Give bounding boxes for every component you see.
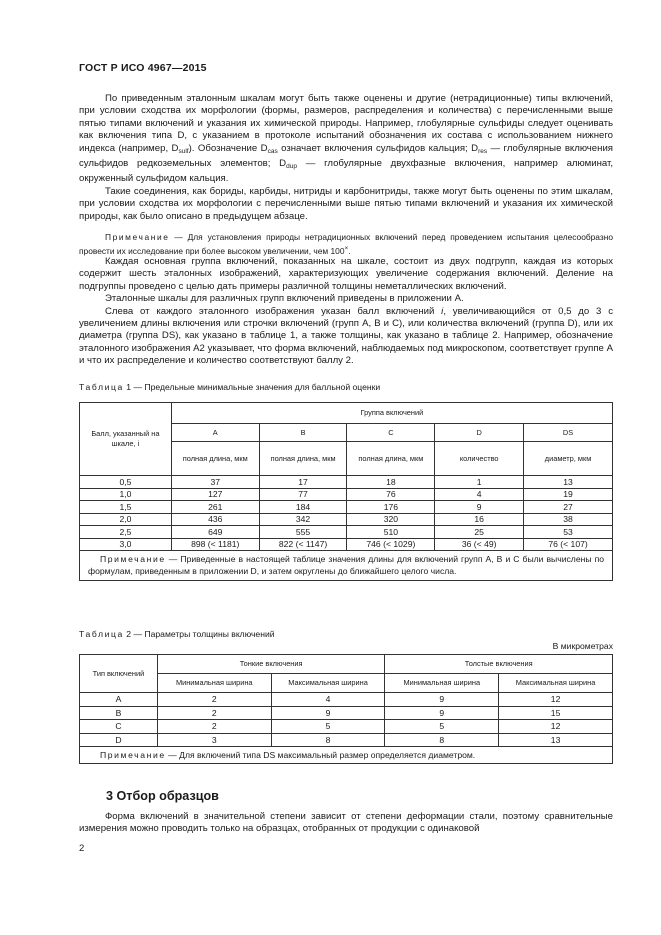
t2-thin-header: Тонкие включения — [157, 655, 385, 674]
table-cell: 16 — [435, 513, 524, 526]
table-row — [80, 488, 613, 501]
table-cell: D — [80, 733, 158, 747]
table-cell: 9 — [271, 706, 385, 720]
document-header: ГОСТ Р ИСО 4967—2015 — [79, 62, 207, 74]
t2-subhead-cell: Минимальная ширина — [157, 674, 271, 693]
table-cell: 13 — [524, 476, 613, 489]
t1-group-cell: B — [259, 424, 347, 442]
t2-subhead-cell: Минимальная ширина — [385, 674, 499, 693]
table-row — [80, 538, 613, 551]
table-score-limits — [79, 402, 613, 581]
table-cell: 53 — [524, 526, 613, 539]
intro-block — [79, 93, 613, 223]
page-number: 2 — [79, 843, 85, 854]
table-cell: 19 — [524, 488, 613, 501]
table-cell: 2,0 — [80, 513, 172, 526]
table2-caption: Таблица 2 — Параметры толщины включений — [79, 629, 275, 639]
table-row — [80, 693, 613, 707]
section-3-paragraph-1: Форма включений в значительной степени зависит от степени деформации стали, поэтому сравнительные измерения можно проводить только на образцах, отобранных от продукции с одинаковой — [79, 811, 613, 835]
table-cell: 2 — [157, 720, 271, 734]
table-cell: 1,5 — [80, 501, 172, 514]
table-cell: 15 — [499, 706, 613, 720]
section-3-title: 3 Отбор образцов — [106, 789, 219, 803]
t1-subhead-cell: полная длина, мкм — [171, 442, 259, 476]
t1-group-cell: C — [347, 424, 435, 442]
table-cell: 77 — [259, 488, 347, 501]
main-block — [79, 256, 613, 368]
table-row — [80, 720, 613, 734]
table-cell: 25 — [435, 526, 524, 539]
note-label: Примечание — [105, 232, 170, 242]
table-cell: 898 (< 1181) — [171, 538, 259, 551]
table-cell: 2 — [157, 706, 271, 720]
table-cell: 17 — [259, 476, 347, 489]
t2-subhead-cell: Максимальная ширина — [271, 674, 385, 693]
table-row — [80, 706, 613, 720]
t1-group-cell: A — [171, 424, 259, 442]
table-cell: 320 — [347, 513, 435, 526]
table-cell: 12 — [499, 693, 613, 707]
table-cell: 5 — [385, 720, 499, 734]
table-cell: 76 (< 107) — [524, 538, 613, 551]
table-cell: 176 — [347, 501, 435, 514]
table-cell: 13 — [499, 733, 613, 747]
table-cell: 8 — [271, 733, 385, 747]
table-cell: 436 — [171, 513, 259, 526]
table-row — [80, 476, 613, 489]
table-cell: C — [80, 720, 158, 734]
t2-rowhead: Тип включений — [80, 655, 158, 693]
t2-note: Примечание — Для включений типа DS максимальный размер определяется диаметром. — [80, 747, 613, 764]
table-cell: 18 — [347, 476, 435, 489]
table-cell: 8 — [385, 733, 499, 747]
table-cell: 9 — [385, 693, 499, 707]
table-row — [80, 501, 613, 514]
t1-group-cell: D — [435, 424, 524, 442]
table-cell: 649 — [171, 526, 259, 539]
table-cell: 37 — [171, 476, 259, 489]
table-cell: 9 — [435, 501, 524, 514]
t1-subhead-cell: полная длина, мкм — [259, 442, 347, 476]
t2-subhead-cell: Максимальная ширина — [499, 674, 613, 693]
t1-subhead-cell: полная длина, мкм — [347, 442, 435, 476]
table-cell: 510 — [347, 526, 435, 539]
table2-units: В микрометрах — [552, 641, 613, 651]
t1-subhead-cell: количество — [435, 442, 524, 476]
table-cell: 261 — [171, 501, 259, 514]
main-paragraph-3: Каждая основная группа включений, показанных на шкале, состоит из двух подгрупп, каждая из которых содержит шесть эталонных изображений, характеризующих увеличение содержания включений. Деление на подгруппы проведено с целью дать примеры различной толщины неметаллических включений. — [79, 256, 613, 292]
t1-rowhead: Балл, указанный на шкале, i — [80, 403, 172, 476]
table-cell: 127 — [171, 488, 259, 501]
table-cell: B — [80, 706, 158, 720]
intro-paragraph-2: Такие соединения, как бориды, карбиды, нитриды и карбонитриды, также могут быть оценены по этим шкалам, при условии сходства их морфологии с перечисленными выше пятью типами включений и указания их химической природы, как было описано в предыдущем абзаце. — [79, 185, 613, 222]
table-cell: 36 (< 49) — [435, 538, 524, 551]
t1-subhead-cell: диаметр, мкм — [524, 442, 613, 476]
table-row — [80, 526, 613, 539]
t1-group-header: Группа включений — [171, 403, 612, 424]
table-cell: 9 — [385, 706, 499, 720]
table-row — [80, 733, 613, 747]
table1-caption: Таблица 1 — Предельные минимальные значения для балльной оценки — [79, 382, 381, 392]
table-cell: 2,5 — [80, 526, 172, 539]
t2-thick-header: Толстые включения — [385, 655, 613, 674]
table-cell: 555 — [259, 526, 347, 539]
table-cell: 4 — [271, 693, 385, 707]
table-cell: 38 — [524, 513, 613, 526]
table-cell: 27 — [524, 501, 613, 514]
t1-note: Примечание — Приведенные в настоящей таблице значения длины для включений групп А, В и С были вычислены по формулам, приведенным в приложении D, и затем округлены до ближайшего целого числа. — [80, 551, 613, 581]
table-thickness — [79, 654, 613, 764]
table-cell: 3 — [157, 733, 271, 747]
table-row — [80, 513, 613, 526]
table-cell: 5 — [271, 720, 385, 734]
main-paragraph-5: Слева от каждого эталонного изображения указан балл включений i, увеличивающийся от 0,5 до 3 с увеличением длины включения или строчки включений (групп А, В и С), или количества включений (группа D), или их диаметра (группа DS), как указано в таблице 1, а также толщины, как указано в таблице 2. Например, обозначение эталонного изображения А2 указывает, что форма включений, наблюдаемых под микроскопом, соответствует группе А и что их распределение и количество соответствуют баллу 2. — [79, 305, 613, 367]
table-cell: 12 — [499, 720, 613, 734]
section-3-body — [79, 811, 613, 836]
table-cell: 1,0 — [80, 488, 172, 501]
table-cell: A — [80, 693, 158, 707]
intro-paragraph-1: По приведенным эталонным шкалам могут быть также оценены и другие (нетрадиционные) типы включений, при условии сходства их морфологии (формы, размеров, распределения и количества) с перечисленными выше пятью типами включений и указания их химической природы. Например, глобулярные сульфиды следует оценивать как включения типа D, с указанием в протоколе испытаний обозначения их состава с использованием нижнего индекса (например, $D_{sulf}$). Обозначение $D_{cas}$ означает включения сульфидов кальция; $D_{res}$ — глобулярные включения сульфидов редкоземельных элементов; $D_{dup}$ — глобулярные двухфазные включения, например алюминат, окруженный сульфидом кальция. — [79, 93, 613, 185]
table-cell: 2 — [157, 693, 271, 707]
table-cell: 822 (< 1147) — [259, 538, 347, 551]
table-cell: 4 — [435, 488, 524, 501]
table-cell: 342 — [259, 513, 347, 526]
note-nontraditional: Примечание — Для установления природы нетрадиционных включений перед проведением испытания целесообразно провести их исследование при более высоком увеличении, чем 100×. — [79, 232, 613, 256]
table-cell: 184 — [259, 501, 347, 514]
t1-group-cell: DS — [524, 424, 613, 442]
table-cell: 76 — [347, 488, 435, 501]
table-cell: 3,0 — [80, 538, 172, 551]
table-cell: 1 — [435, 476, 524, 489]
table-cell: 746 (< 1029) — [347, 538, 435, 551]
main-paragraph-4: Эталонные шкалы для различных групп включений приведены в приложении А. — [105, 293, 464, 305]
table-cell: 0,5 — [80, 476, 172, 489]
